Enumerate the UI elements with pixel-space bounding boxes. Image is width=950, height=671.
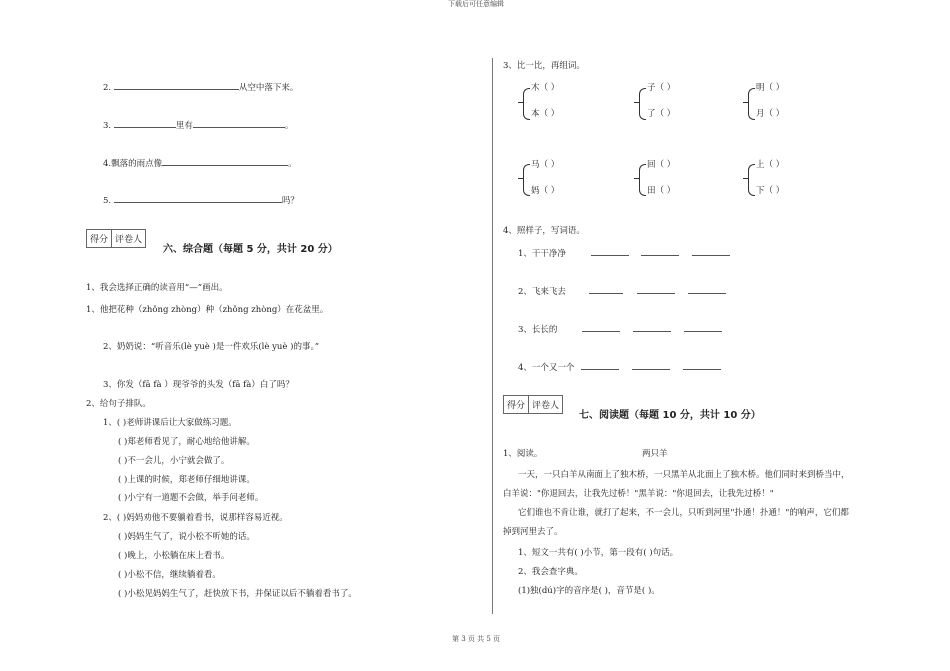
brace-nub — [634, 178, 639, 179]
brace-icon — [639, 88, 646, 120]
score-label: 得分 — [504, 396, 529, 413]
answer-blank[interactable] — [114, 80, 239, 90]
header-note: 下载后可任意编辑 — [448, 0, 504, 8]
answer-blank[interactable] — [637, 284, 675, 294]
reviewer-label: 评卷人 — [532, 401, 560, 411]
q1-line-2[interactable]: 2、奶奶说：“听音乐(lè yuè )是一件欢乐(lè yuè )的事。” — [103, 342, 320, 352]
q2-group2-item[interactable]: ( )小松不信，继续躺着看。 — [118, 570, 221, 580]
compare-word[interactable]: 田（ ） — [647, 186, 676, 196]
reading-question[interactable]: (1)独(dú)字的音序是( )，音节是( )。 — [518, 586, 660, 596]
q2-group1-item[interactable]: ( )郑老师看见了，耐心地给他讲解。 — [118, 437, 255, 447]
q4-item: 3、长长的 — [518, 322, 722, 335]
q2-group2-head[interactable]: 2、( )妈妈劝他不要躺着看书，说那样容易近视。 — [103, 513, 288, 523]
story-title: 两只羊 — [642, 449, 668, 459]
score-box-section7 — [503, 395, 563, 414]
answer-blank[interactable] — [582, 322, 620, 332]
story-paragraph: 掉到河里去了。 — [503, 527, 563, 537]
q4-intro: 4、照样子，写词语。 — [503, 226, 585, 236]
compare-word[interactable]: 月（ ） — [756, 109, 785, 119]
q2-group1-item[interactable]: ( )不一会儿，小宁就会做了。 — [118, 456, 230, 466]
fill-item-3: 3. 里有 。 — [103, 118, 293, 131]
compare-word[interactable]: 上（ ） — [756, 160, 785, 170]
q4-item: 2、飞来飞去 — [518, 284, 726, 297]
q2-group1-item[interactable]: ( )上课的时候，郑老师仔细地讲课。 — [118, 475, 255, 485]
q2-group1-item[interactable]: ( )小宁有一道题不会做，举手问老师。 — [118, 493, 264, 503]
page-number: 第 3 页 共 5 页 — [452, 635, 501, 643]
brace-icon — [523, 88, 530, 120]
score-box-section6 — [86, 229, 146, 248]
story-paragraph: 它们谁也不肯让谁，就打了起来，不一会儿，只听到河里"扑通！扑通！"的响声，它们都 — [518, 508, 849, 518]
answer-blank[interactable] — [632, 360, 670, 370]
answer-blank[interactable] — [589, 284, 623, 294]
q1-intro: 1、我会选择正确的读音用“—”画出。 — [86, 283, 228, 293]
brace-nub — [634, 102, 639, 103]
fill-item-5: 5. 吗？ — [103, 193, 299, 206]
answer-blank[interactable] — [114, 193, 282, 203]
brace-icon — [748, 88, 755, 120]
section7-title: 七、阅读题（每题 10 分，共计 10 分） — [579, 410, 761, 421]
compare-word[interactable]: 了（ ） — [647, 109, 676, 119]
reading-question: 2、我会查字典。 — [518, 567, 583, 577]
brace-nub — [743, 178, 748, 179]
q2-group2-item[interactable]: ( )妈妈生气了，说小松不听她的话。 — [118, 532, 255, 542]
q4-item: 1、干干净净 — [518, 246, 730, 259]
answer-blank[interactable] — [688, 284, 726, 294]
column-divider — [492, 58, 493, 614]
story-paragraph: 白羊说："你退回去，让我先过桥！"黑羊说："你退回去，让我先过桥！" — [503, 489, 774, 499]
brace-icon — [748, 164, 755, 196]
story-paragraph: 一天，一只白羊从南面上了独木桥，一只黑羊从北面上了独木桥。他们同时来到桥当中， — [518, 470, 850, 480]
q2-group2-item[interactable]: ( )小松见妈妈生气了，赶快放下书，并保证以后不躺着看书了。 — [118, 589, 357, 599]
answer-blank[interactable] — [581, 360, 619, 370]
q2-intro: 2、给句子排队。 — [86, 399, 151, 409]
answer-blank[interactable] — [162, 156, 288, 166]
compare-word[interactable]: 木（ ） — [531, 83, 560, 93]
brace-icon — [639, 164, 646, 196]
brace-nub — [743, 102, 748, 103]
brace-nub — [518, 178, 523, 179]
brace-icon — [523, 164, 530, 196]
compare-word[interactable]: 下（ ） — [756, 186, 785, 196]
answer-blank[interactable] — [684, 322, 722, 332]
q3-intro: 3、比一比，再组词。 — [503, 61, 585, 71]
answer-blank[interactable] — [193, 118, 285, 128]
answer-blank[interactable] — [633, 322, 671, 332]
reviewer-label: 评卷人 — [115, 235, 143, 245]
compare-word[interactable]: 子（ ） — [647, 83, 676, 93]
score-label: 得分 — [87, 230, 112, 247]
q1-line-3[interactable]: 3、你发（fā fà ）现爷爷的头发（fā fà）白了吗？ — [103, 380, 294, 390]
fill-item-4: 4.飘落的雨点像 。 — [103, 156, 297, 169]
reading-question[interactable]: 1、短文一共有( )小节，第一段有( )句话。 — [518, 548, 679, 558]
answer-blank[interactable] — [591, 246, 629, 256]
answer-blank[interactable] — [683, 360, 721, 370]
answer-blank[interactable] — [114, 118, 176, 128]
compare-word[interactable]: 妈（ ） — [531, 186, 560, 196]
brace-nub — [518, 102, 523, 103]
answer-blank[interactable] — [641, 246, 679, 256]
compare-word[interactable]: 回（ ） — [647, 160, 676, 170]
fill-item-2: 2. 从空中落下来。 — [103, 80, 298, 93]
q2-group2-item[interactable]: ( )晚上，小松躺在床上看书。 — [118, 551, 230, 561]
compare-word[interactable]: 明（ ） — [756, 83, 785, 93]
compare-word[interactable]: 马（ ） — [531, 160, 560, 170]
q2-group1-head[interactable]: 1、( )老师讲课后让大家做练习题。 — [103, 418, 237, 428]
q1-line-1[interactable]: 1、他把花种（zhǒng zhòng）种（zhǒng zhòng）在花盆里。 — [86, 305, 329, 315]
compare-word[interactable]: 本（ ） — [531, 109, 560, 119]
reading-label: 1、阅读。 — [503, 449, 543, 459]
q4-item: 4、一个又一个 — [518, 360, 721, 373]
section6-title: 六、综合题（每题 5 分，共计 20 分） — [163, 244, 338, 255]
answer-blank[interactable] — [692, 246, 730, 256]
